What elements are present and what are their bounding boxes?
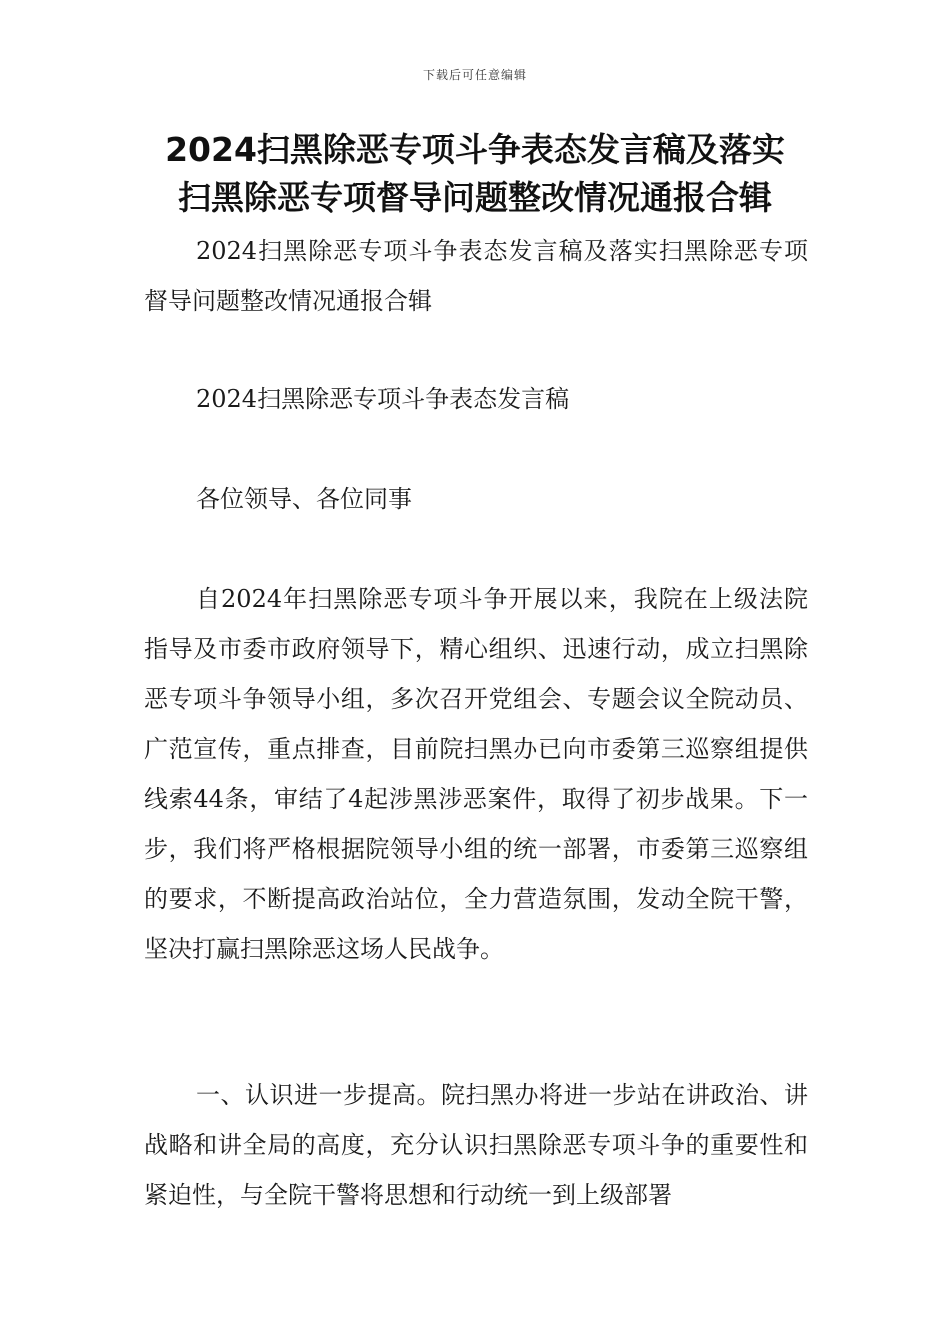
greeting: 各位领导、各位同事: [196, 485, 412, 513]
title-line-1: 2024扫黑除恶专项斗争表态发言稿及落实: [165, 130, 785, 169]
document-subtitle: 2024扫黑除恶专项斗争表态发言稿及落实扫黑除恶专项督导问题整改情况通报合辑: [144, 237, 808, 315]
intro-paragraph: 自2024年扫黑除恶专项斗争开展以来，我院在上级法院指导及市委市政府领导下，精心组织、迅速行动，成立扫黑除恶专项斗争领导小组，多次召开党组会、专题会议全院动员、广范宣传，重点排查，目前院扫黑办已向市委第三巡察组提供线索44条，审结了4起涉黑涉恶案件，取得了初步战果。下一步，我们将严格根据院领导小组的统一部署，市委第三巡察组的要求，不断提高政治站位，全力营造氛围，发动全院干警，坚决打赢扫黑除恶这场人民战争。: [144, 585, 808, 963]
title-line-2: 扫黑除恶专项督导问题整改情况通报合辑: [178, 178, 772, 217]
document-title: [120, 126, 830, 222]
header-note: 下载后可任意编辑: [422, 68, 527, 82]
section-heading: 2024扫黑除恶专项斗争表态发言稿: [196, 385, 570, 413]
point-1-paragraph: 一、认识进一步提高。院扫黑办将进一步站在讲政治、讲战略和讲全局的高度，充分认识扫黑除恶专项斗争的重要性和紧迫性，与全院干警将思想和行动统一到上级部署: [144, 1081, 808, 1209]
